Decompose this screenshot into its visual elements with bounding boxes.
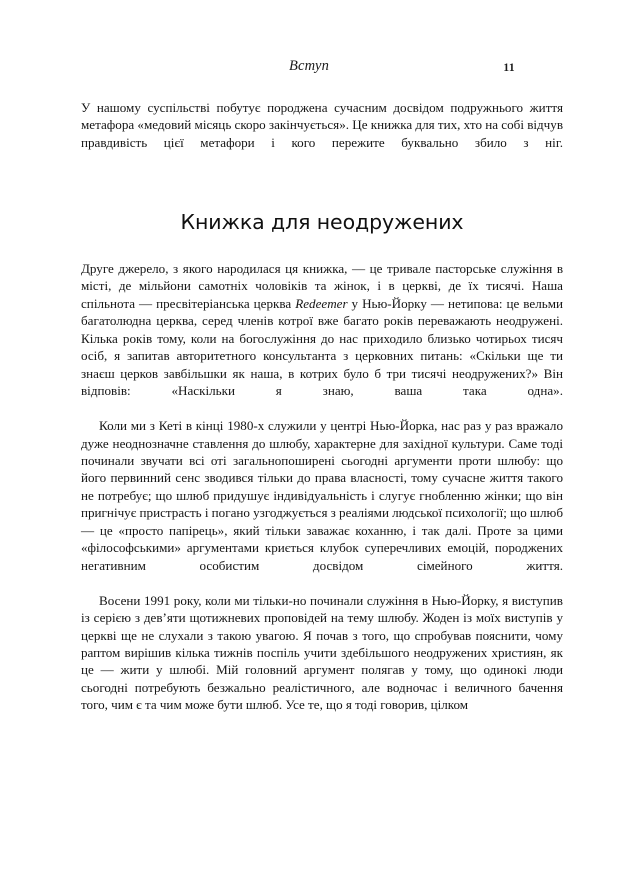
section-heading-wrap	[81, 209, 563, 235]
text-run: Коли ми з Кеті в кінці 1980-х служили у центрі Нью-Йорка, нас раз у раз вражало дуже неоднозначне ставлення до шлюбу, характерне для західної культури. Саме тоді починали звучати всі оті загальнопоширені сьогодні аргументи проти шлюбу: що його первинний сенс зводився тільки до права власності, тому сучасне життя такого не потребує; що шлюб придушує індивідуальність і слугує гнобленню жінки; що він пригнічує пристрасть і погано узгоджується з реаліями людської психології; що шлюб — це «просто папірець», який тільки заважає коханню, і так далі. Проте за цими «філософськими» аргументами криється клубок суперечливих емоцій, породжених негативним особистим досвідом сімейного життя.	[81, 418, 563, 573]
paragraph-host	[81, 260, 563, 714]
running-head-title: Вступ	[288, 58, 330, 74]
page-number: 11	[503, 62, 515, 74]
text-run: Друге джерело, з якого народилася ця книжка, — це тривале пасторське служіння в місті, де мільйони самотніх чоловіків та жінок, і в церкві, де їх тисячі. Наша спільнота — пресвітеріанська церква	[81, 261, 563, 311]
body-paragraph	[81, 417, 563, 592]
body-paragraph	[81, 260, 563, 417]
section-heading: Книжка для неодружених	[180, 210, 464, 234]
text-run: Восени 1991 року, коли ми тільки-но починали служіння в Нью-Йорку, я виступив із серією з дев’яти щотижневих проповідей на тему шлюбу. Жоден із моїх виступів у церкві ще не слухали з такою увагою. Я почав з того, що спробував пояснити, чому раптом вирішив кілька тижнів поспіль учити здебільшого неодружених християн, як це — жити у шлюбі. Мій головний аргумент полягав у тому, що одинокі люди сьогодні потребують безжально реалістичного, але водночас і величного бачення того, чим є та чим може бути шлюб. Усе те, що я тоді говорив, цілком	[81, 592, 563, 713]
italic-run: Redeemer	[295, 295, 348, 311]
body-text-block	[81, 260, 563, 714]
intro-text-block	[81, 99, 563, 169]
text-run: у Нью-Йорку — нетипова: це вельми багатолюдна церква, серед членів котрої вже багато років переважають неодружені. Кілька років тому, коли на богослужіння до нас приходило близько чотирьох тисяч осіб, я запитав авторитетного консультанта з церковних питань: «Скільки ще ти знаєш церков завбільшки як наша, в котрих було б три тисячі неодружених?» Він відповів: «Наскільки я знаю, ваша така одна».	[81, 295, 564, 399]
intro-paragraph: У нашому суспільстві побутує породжена сучасним досвідом подружнього життя метафора «медовий місяць скоро закінчується». Це книжка для тих, хто на собі відчув правдивість цієї метафори і кого пережите буквально збило з ніг.	[81, 100, 563, 150]
running-head	[81, 58, 563, 80]
body-paragraph	[81, 592, 563, 714]
